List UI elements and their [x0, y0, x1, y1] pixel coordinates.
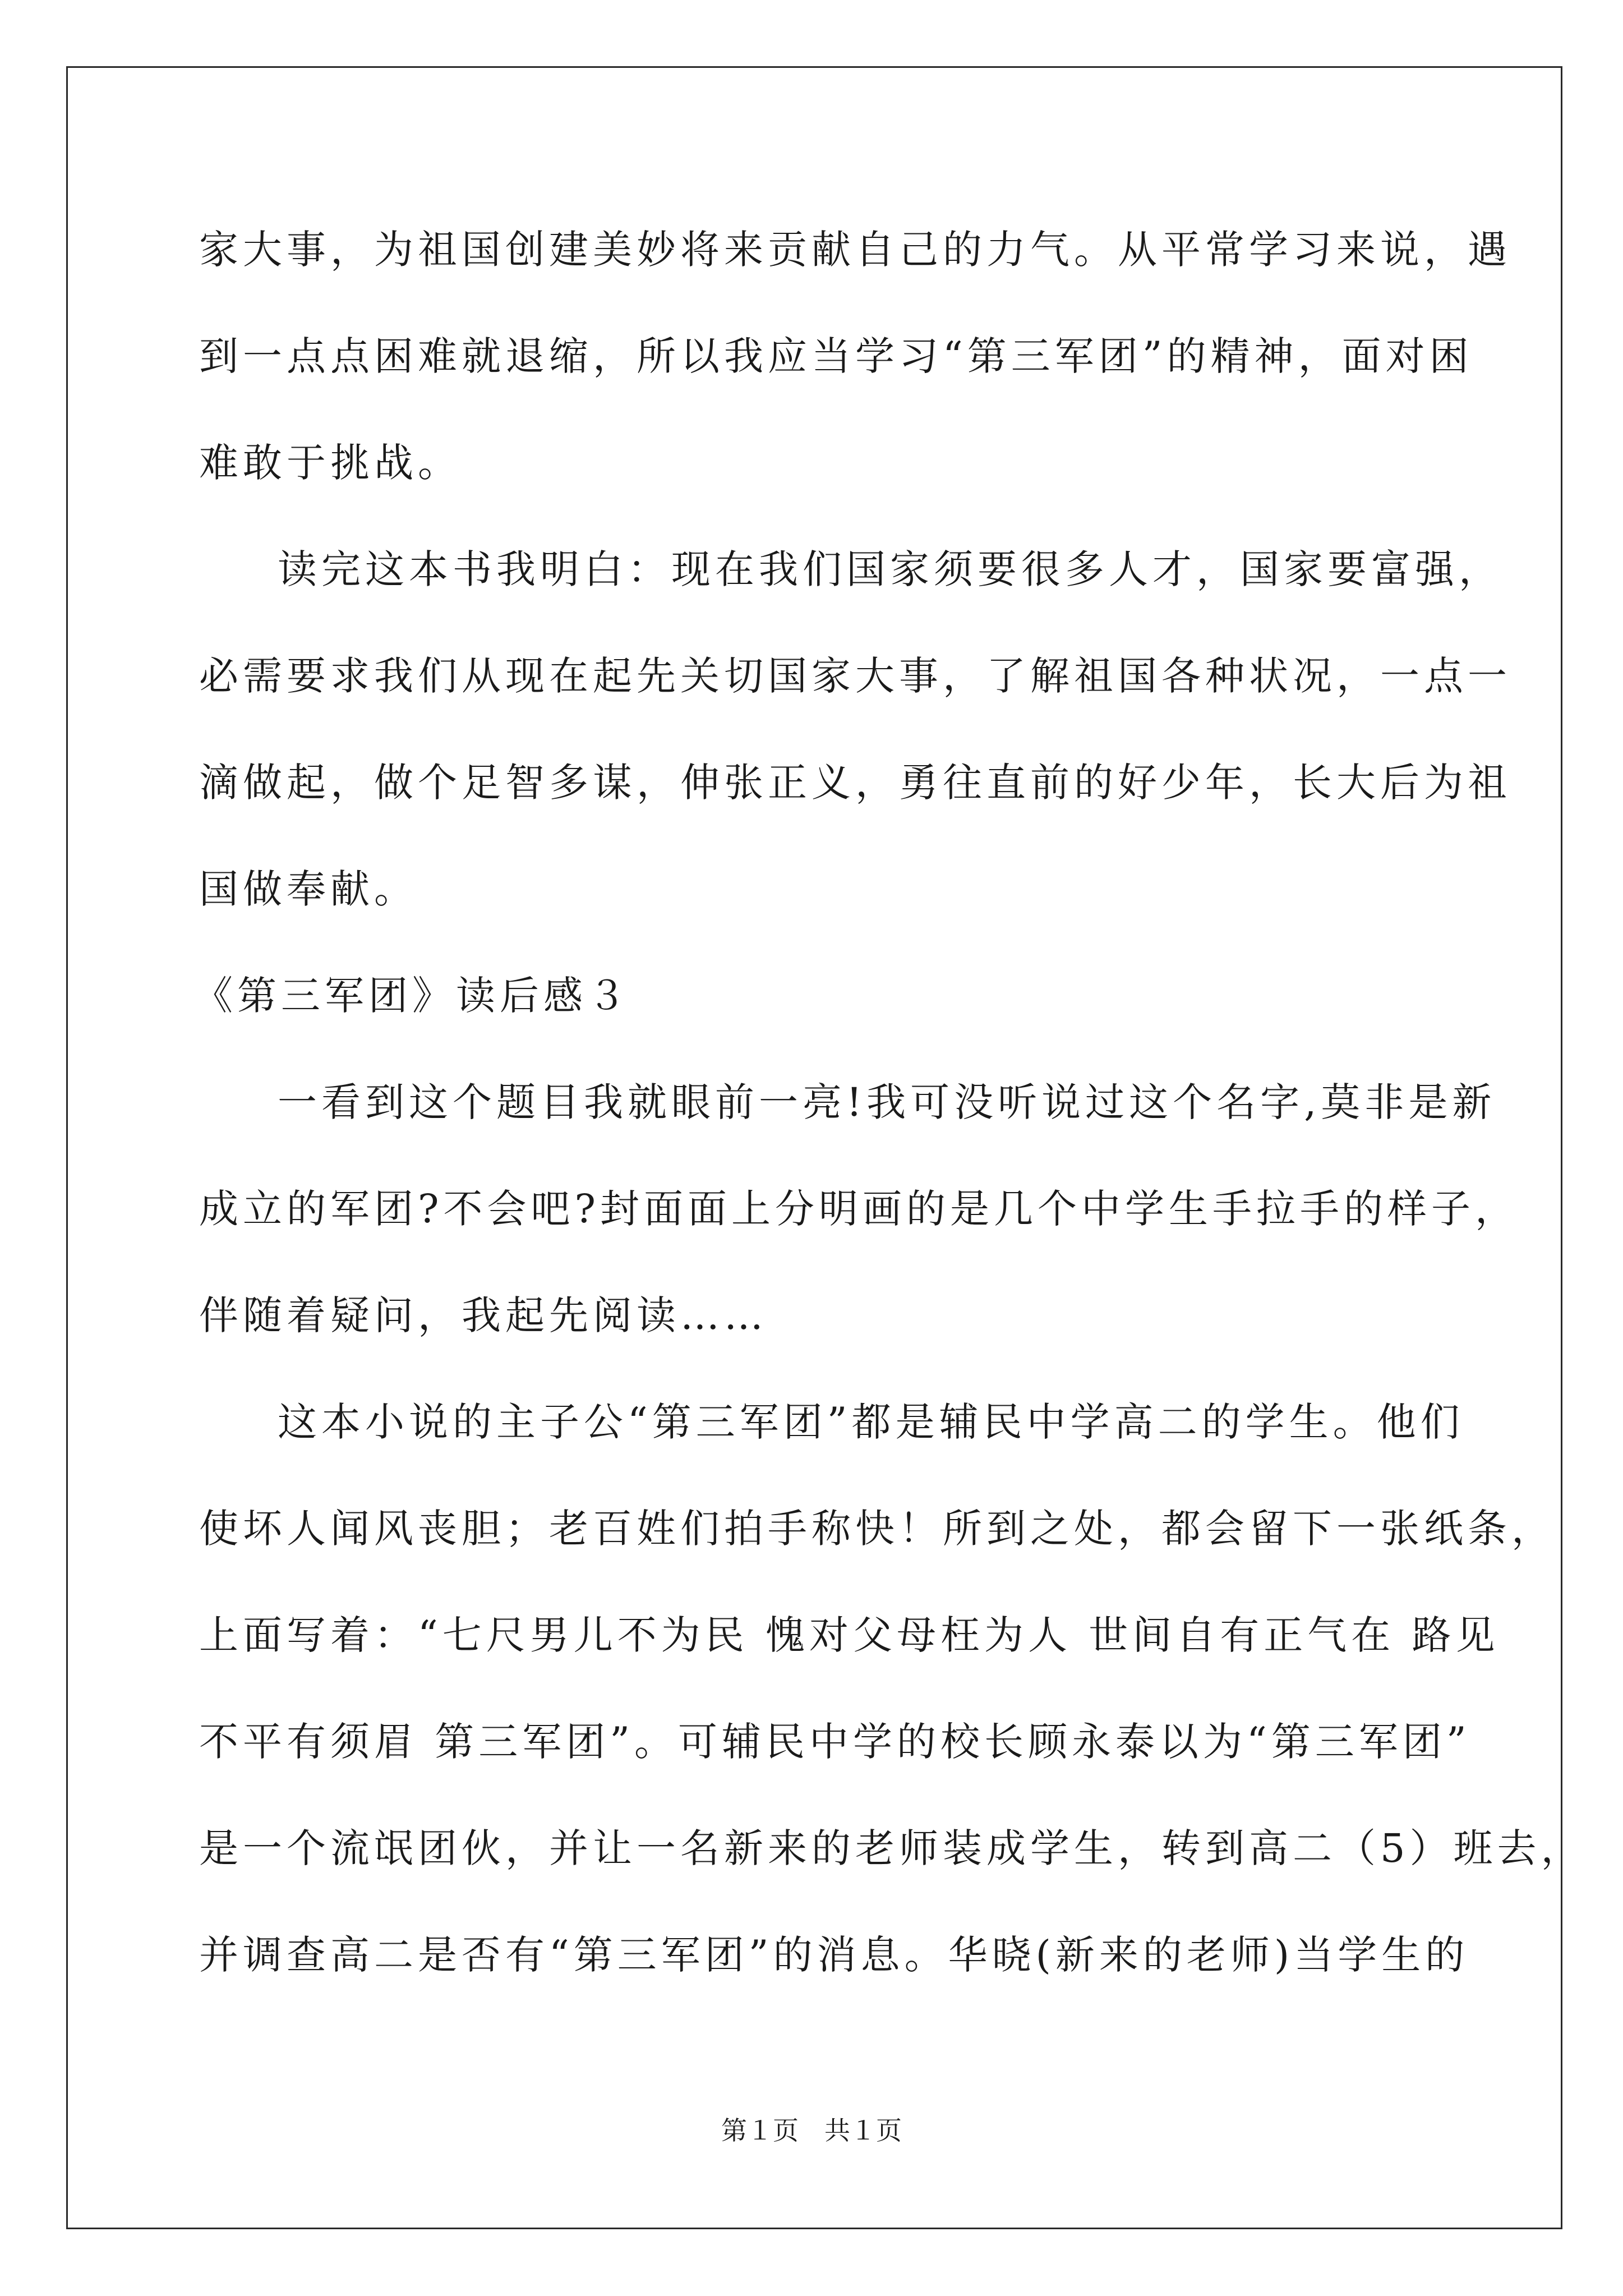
- text-line: 滴做起，做个足智多谋，伸张正义，勇往直前的好少年，长大后为祖: [199, 760, 1511, 806]
- text-line: 读完这本书我明白：现在我们国家须要很多人才，国家要富强，: [278, 546, 1502, 592]
- text-line: 必需要求我们从现在起先关切国家大事，了解祖国各种状况，一点一: [199, 653, 1511, 699]
- text-line: 并调查高二是否有“第三军团”的消息。华晓(新来的老师)当学生的: [199, 1932, 1469, 1978]
- text-line: 使坏人闻风丧胆；老百姓们拍手称快！所到之处，都会留下一张纸条，: [199, 1506, 1555, 1552]
- text-line: 不平有须眉 第三军团”。可辅民中学的校长顾永泰以为“第三军团”: [199, 1719, 1471, 1765]
- page-number-footer: 第１页 共１页: [721, 2115, 902, 2146]
- section-heading: 《第三军团》读后感３: [193, 973, 631, 1019]
- text-line: 上面写着：“七尺男儿不为民 愧对父母枉为人 世间自有正气在 路见: [199, 1612, 1500, 1658]
- document-body: [193, 210, 1585, 2022]
- text-line: 难敢于挑战。: [199, 440, 462, 486]
- text-line: 是一个流氓团伙，并让一名新来的老师装成学生，转到高二（5）班去，: [199, 1825, 1585, 1871]
- text-line: 一看到这个题目我就眼前一亮!我可没听说过这个名字,莫非是新: [278, 1079, 1496, 1125]
- text-line: 伴随着疑问，我起先阅读……: [199, 1292, 768, 1338]
- text-line: 这本小说的主子公“第三军团”都是辅民中学高二的学生。他们: [278, 1399, 1464, 1445]
- text-line: 国做奉献。: [199, 866, 418, 912]
- text-line: 家大事，为祖国创建美妙将来贡献自己的力气。从平常学习来说，遇: [199, 227, 1511, 273]
- text-line: 到一点点困难就退缩，所以我应当学习“第三军团”的精神，面对困: [199, 333, 1473, 379]
- text-line: 成立的军团?不会吧?封面面上分明画的是几个中学生手拉手的样子，: [199, 1186, 1519, 1232]
